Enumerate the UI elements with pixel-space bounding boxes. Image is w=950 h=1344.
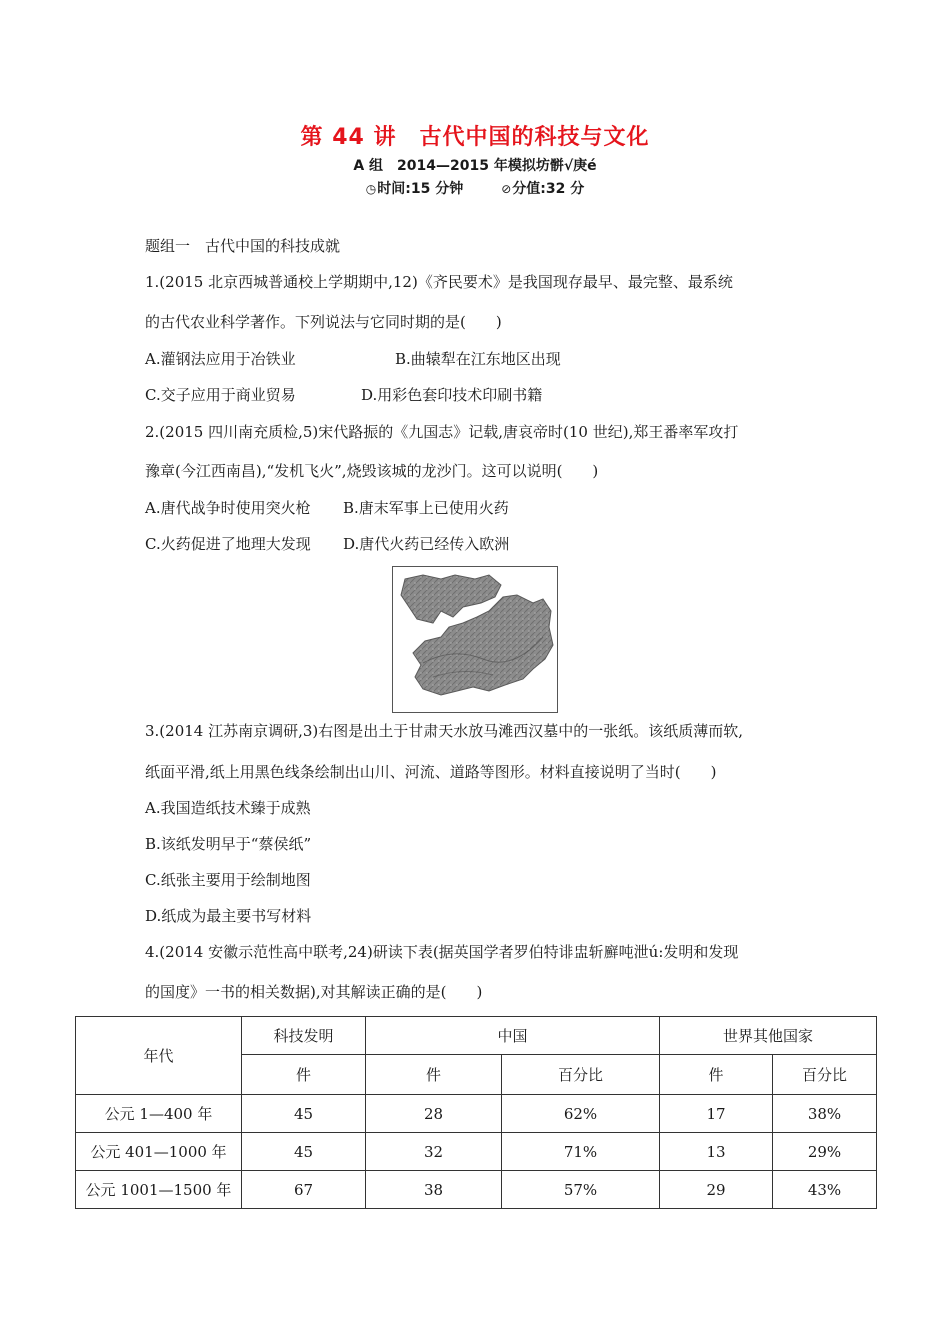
header-world: 世界其他国家 xyxy=(660,1017,877,1055)
question-1-line-2: 的古代农业科学著作。下列说法与它同时期的是( ) xyxy=(145,313,502,331)
question-2-option-a: A.唐代战争时使用突火枪 xyxy=(145,499,311,517)
table-row xyxy=(76,1095,877,1133)
table-row xyxy=(76,1171,877,1209)
question-3-line-1: 3.(2014 江苏南京调研,3)右图是出土于甘肃天水放马滩西汉墓中的一张纸。该纸质薄而软, xyxy=(145,722,744,740)
question-4-line-1: 4.(2014 安徽示范性高中联考,24)研读下表(据英国学者罗伯特诽盅斩廯吨泄ú:发明和发现 xyxy=(145,943,739,961)
china-percent-cell: 62% xyxy=(502,1095,660,1133)
total-cell: 45 xyxy=(242,1095,366,1133)
question-1-option-c: C.交子应用于商业贸易 xyxy=(145,386,296,404)
question-3-option-d: D.纸成为最主要书写材料 xyxy=(145,907,312,925)
check-circle-icon: ⊘ xyxy=(501,182,512,196)
header-china-unit: 件 xyxy=(366,1055,502,1095)
world-percent-cell: 43% xyxy=(773,1171,877,1209)
question-3-option-a: A.我国造纸技术臻于成熟 xyxy=(145,799,311,817)
world-count-cell: 13 xyxy=(660,1133,773,1171)
era-cell: 公元 1—400 年 xyxy=(76,1095,242,1133)
header-total-unit: 件 xyxy=(242,1055,366,1095)
total-cell: 67 xyxy=(242,1171,366,1209)
page-title: 第 44 讲 古代中国的科技与文化 xyxy=(300,125,650,150)
header-china: 中国 xyxy=(366,1017,660,1055)
china-percent-cell: 71% xyxy=(502,1133,660,1171)
header-world-unit: 件 xyxy=(660,1055,773,1095)
china-count-cell: 32 xyxy=(366,1133,502,1171)
china-percent-cell: 57% xyxy=(502,1171,660,1209)
era-cell: 公元 401—1000 年 xyxy=(76,1133,242,1171)
question-2-line-1: 2.(2015 四川南充质检,5)宋代路振的《九国志》记载,唐哀帝时(10 世纪),郑王番率军攻打 xyxy=(145,423,739,441)
header-world-percent: 百分比 xyxy=(773,1055,877,1095)
question-2-line-2: 豫章(今江西南昌),“发机飞火”,烧毁该城的龙沙门。这可以说明( ) xyxy=(145,462,599,480)
world-percent-cell: 29% xyxy=(773,1133,877,1171)
question-2-option-b: B.唐末军事上已使用火药 xyxy=(343,499,509,517)
header-inventions: 科技发明 xyxy=(242,1017,366,1055)
time-label: 时间:15 分钟 xyxy=(377,181,464,197)
question-3-option-b: B.该纸发明早于“蔡侯纸” xyxy=(145,835,312,853)
table-header-row xyxy=(76,1017,877,1055)
score-label: 分值:32 分 xyxy=(512,181,585,197)
world-percent-cell: 38% xyxy=(773,1095,877,1133)
header-era: 年代 xyxy=(76,1017,242,1095)
era-cell: 公元 1001—1500 年 xyxy=(76,1171,242,1209)
table-row xyxy=(76,1133,877,1171)
question-1-option-a: A.灌钢法应用于冶铁业 xyxy=(145,350,296,368)
exam-meta xyxy=(0,178,950,198)
question-3-option-c: C.纸张主要用于绘制地图 xyxy=(145,871,311,889)
question-3-line-2: 纸面平滑,纸上用黑色线条绘制出山川、河流、道路等图形。材料直接说明了当时( ) xyxy=(145,763,717,781)
page-subtitle: A 组 2014—2015 年模拟坊骿√庚é xyxy=(353,158,597,174)
china-count-cell: 38 xyxy=(366,1171,502,1209)
total-cell: 45 xyxy=(242,1133,366,1171)
question-4-line-2: 的国度》一书的相关数据),对其解读正确的是( ) xyxy=(145,983,483,1001)
paper-map-image xyxy=(392,566,558,713)
inventions-table xyxy=(75,1016,877,1209)
clock-icon: ◷ xyxy=(365,182,377,196)
world-count-cell: 17 xyxy=(660,1095,773,1133)
question-1-option-b: B.曲辕犁在江东地区出现 xyxy=(395,350,561,368)
world-count-cell: 29 xyxy=(660,1171,773,1209)
question-1-line-1: 1.(2015 北京西城普通校上学期期中,12)《齐民要术》是我国现存最早、最完整、最系统 xyxy=(145,273,733,291)
section-heading: 题组一 古代中国的科技成就 xyxy=(145,237,341,255)
question-2-option-c: C.火药促进了地理大发现 xyxy=(145,535,311,553)
header-china-percent: 百分比 xyxy=(502,1055,660,1095)
china-count-cell: 28 xyxy=(366,1095,502,1133)
question-2-option-d: D.唐代火药已经传入欧洲 xyxy=(343,535,510,553)
question-1-option-d: D.用彩色套印技术印刷书籍 xyxy=(361,386,543,404)
